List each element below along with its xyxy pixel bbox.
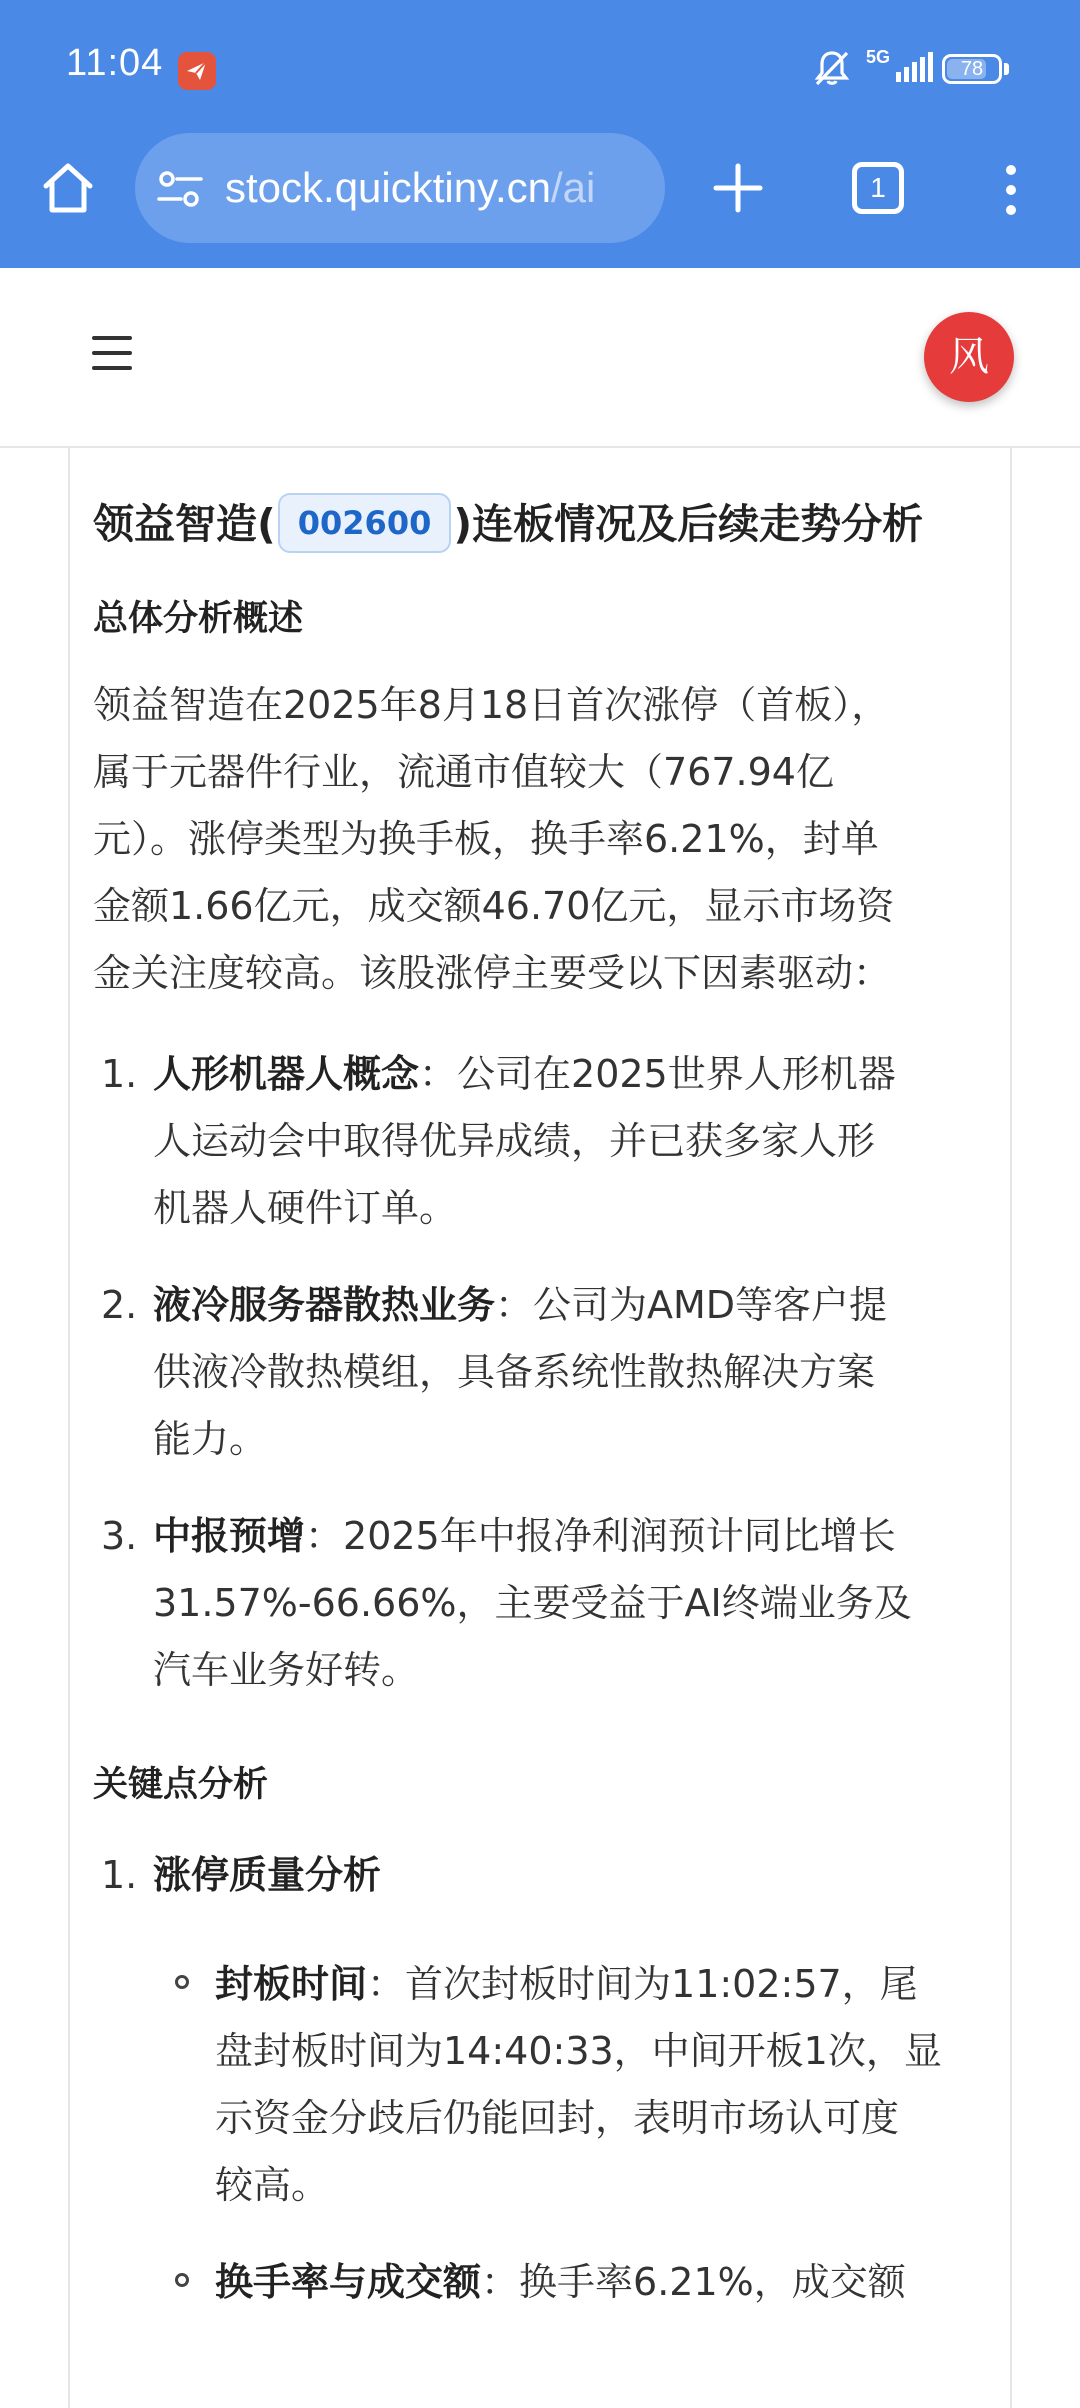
hamburger-menu-icon[interactable] — [92, 336, 132, 370]
list-number: 2. — [101, 1283, 138, 1327]
article-title — [93, 488, 993, 560]
battery-tip — [1004, 63, 1009, 75]
sub-line: 较高。 — [215, 2163, 330, 2207]
driver-label: 人形机器人概念 — [153, 1052, 420, 1096]
stock-code-tag[interactable]: 002600 — [278, 493, 452, 553]
list-item — [93, 1503, 993, 1704]
overview-paragraph — [93, 672, 993, 1007]
list-item — [93, 1272, 993, 1473]
battery-icon — [942, 54, 1002, 84]
driver-line: 汽车业务好转。 — [153, 1648, 420, 1692]
driver-line: ：公司在2025世界人形机器 — [419, 1052, 896, 1096]
overview-line: 领益智造在2025年8月18日首次涨停（首板）， — [93, 683, 890, 727]
site-header — [0, 268, 1080, 448]
browser-chrome — [0, 0, 1080, 268]
notification-app-icon — [178, 52, 216, 90]
key-point-label: 涨停质量分析 — [153, 1853, 382, 1897]
driver-line: ：2025年中报净利润预计同比增长 — [305, 1514, 896, 1558]
overview-line: 属于元器件行业，流通市值较大（767.94亿 — [93, 750, 834, 794]
new-tab-icon[interactable] — [708, 158, 768, 218]
home-icon[interactable] — [38, 158, 98, 218]
list-item — [93, 1842, 993, 1909]
overview-heading: 总体分析概述 — [93, 599, 304, 639]
list-number: 3. — [101, 1514, 138, 1558]
driver-label: 液冷服务器散热业务 — [153, 1283, 496, 1327]
url-path: /ai — [551, 164, 596, 211]
driver-line: 31.57%-66.66%，主要受益于AI终端业务及 — [153, 1581, 912, 1625]
list-number: 1. — [101, 1052, 138, 1096]
sub-label: 封板时间 — [215, 1962, 368, 2006]
driver-list — [93, 1041, 993, 1704]
sub-list-item — [93, 1951, 993, 2219]
circle-bullet-icon — [175, 1975, 189, 1989]
article-content — [93, 488, 993, 2316]
battery-percent: 78 — [960, 58, 984, 80]
url-bar[interactable] — [135, 133, 665, 243]
sub-label: 换手率与成交额 — [215, 2260, 482, 2304]
list-item — [93, 1041, 993, 1242]
tabs-icon[interactable] — [852, 162, 904, 214]
driver-line: 供液冷散热模组，具备系统性散热解决方案 — [153, 1350, 876, 1394]
driver-line: 能力。 — [153, 1417, 268, 1461]
sub-line: ：换手率6.21%，成交额 — [481, 2260, 906, 2304]
more-menu-icon[interactable] — [996, 160, 1026, 220]
title-prefix: 领益智造( — [93, 500, 276, 548]
overview-line: 元）。涨停类型为换手板，换手率6.21%，封单 — [93, 817, 879, 861]
network-type: 5G — [866, 47, 891, 67]
site-settings-icon[interactable] — [157, 169, 203, 209]
driver-line: 机器人硬件订单。 — [153, 1186, 458, 1230]
overview-line: 金额1.66亿元，成交额46.70亿元，显示市场资 — [93, 884, 895, 928]
signal-icon — [896, 52, 936, 82]
sub-line: 示资金分歧后仍能回封，表明市场认可度 — [215, 2096, 900, 2140]
driver-label: 中报预增 — [153, 1514, 306, 1558]
circle-bullet-icon — [175, 2273, 189, 2287]
overview-line: 金关注度较高。该股涨停主要受以下因素驱动： — [93, 951, 892, 995]
url-text[interactable] — [225, 163, 595, 213]
status-time: 11:04 — [66, 42, 164, 84]
bell-off-icon — [812, 48, 852, 88]
tab-count: 1 — [870, 172, 886, 203]
user-avatar[interactable]: 风 — [924, 312, 1014, 402]
key-points-list — [93, 1842, 993, 1909]
sub-list-item — [93, 2249, 993, 2316]
driver-line: ：公司为AMD等客户提 — [495, 1283, 888, 1327]
driver-line: 人运动会中取得优异成绩，并已获多家人形 — [153, 1119, 876, 1163]
sub-line: ：首次封板时间为11:02:57，尾 — [367, 1962, 918, 2006]
list-number: 1. — [101, 1853, 138, 1897]
status-bar — [0, 0, 1080, 130]
sub-line: 盘封板时间为14:40:33，中间开板1次，显 — [215, 2029, 942, 2073]
title-suffix: )连板情况及后续走势分析 — [453, 500, 924, 548]
url-host: stock.quicktiny.cn — [225, 164, 552, 211]
key-points-heading: 关键点分析 — [93, 1765, 269, 1805]
